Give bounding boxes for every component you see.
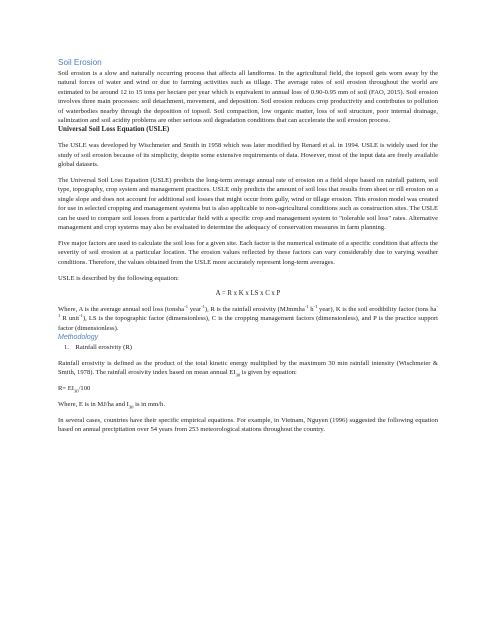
usle-heading: Universal Soil Loss Equation (USLE) bbox=[58, 125, 170, 134]
usle-equation: A = R x K x LS x C x P bbox=[215, 290, 281, 298]
usle-paragraph-3: Five major factors are used to calculate the soil loss for a given site. Each factor is the numerical estimate of a specific condition that affects the severity of soil erosion at a particular location. The erosion values reflected by these factors can vary considerably due to varying weather conditions. Therefore, the values obtained from the USLE more accurately represent long-term averages. bbox=[58, 240, 438, 266]
page-content bbox=[58, 58, 438, 435]
intro-paragraph: Soil erosion is a slow and naturally occurring process that affects all landforms. In the agricultural field, the topsoil gets worn away by the natural forces of water and wind or due to farming activities such as tillage. The average rates of soil erosion throughout the world are estimated to be around 12 to 15 tons per hectare per year which is equivalent to annual loss of 0.90-0.95 mm of soil (FAO, 2015). Soil erosion involves three main processes: soil detachment, movement, and deposition. Soil erosion reduces crop productivity and contributes to pollution of waterbodies nearby through the deposition of topsoil. Soil compaction, low organic matter, loss of soil structure, poor internal drainage, salinization and soil acidity problems are other serious soil degradation conditions that can accelerate the soil erosion process. bbox=[58, 70, 438, 125]
closing-paragraph: In several cases, countries have their specific empirical equations. For example, in Vietnam, Nguyen (1996) suggested the following equation based on annual precipitation over 54 years from 253 meteorological stations throughout the country. bbox=[58, 416, 438, 434]
list-item-rainfall-erosivity: 1. Rainfall erosivity (R) bbox=[64, 343, 132, 351]
usle-paragraph-2: The Universal Soil Loss Equation (USLE) predicts the long-term average annual rate of erosion on a field slope based on rainfall pattern, soil type, topography, crop system and management practices. USLE only predicts the amount of soil loss that results from sheet or rill erosion on a single slope and does not account for additional soil losses that might occur from gully, wind or tillage erosion. This erosion model was created for use in selected cropping and management systems but is also applicable to non-agricultural conditions such as construction sites. The USLE can be used to compare soil losses from a particular field with a specific crop and management system to "tolerable soil loss" rates. Alternative management and crop systems may also be evaluated to determine the adequacy of conservation measures in farm planning. bbox=[58, 177, 438, 232]
variable-definitions: Where, A is the average annual soil loss (tonsha$^{-1}$ year$^{-1}$), R is the rainfall erosivity (MJmmha$^{-1}$ $h^{-1}$ year), K is the soil erodibility factor (tons $ha^{-1}$ R unit$^{-1}$), LS is the topographic factor (dimensionless), C is the cropping management factors (dimensionless), and P is the practice support factor (dimensionless). bbox=[58, 303, 438, 332]
usle-equation-intro: USLE is described by the following equation: bbox=[58, 274, 179, 282]
formula-units: Where, E is in MJ/ha and $I_{30}$ is in mm/h. bbox=[58, 400, 165, 410]
methodology-heading: Methodology bbox=[58, 334, 99, 342]
usle-paragraph-1: The USLE was developed by Wischmeier and Smith in 1958 which was later modified by Renard et al. in 1994. USLE is widely used for the study of soil erosion because of its simplicity, despite some extensive requirements of data. However, most of the input data are freely available global datasets. bbox=[58, 142, 438, 169]
erosivity-formula: $R= EI_{30}/100$ bbox=[58, 384, 91, 394]
section-title: Soil Erosion bbox=[58, 58, 102, 67]
rainfall-erosivity-definition: Rainfall erosivity is defined as the product of the total kinetic energy multiplied by the maximum 30 min rainfall intensity (Wischmeier & Smith, 1978). The rainfall erosivity index based on mean annual $EI_{30}$ is given by equation: bbox=[58, 359, 438, 378]
